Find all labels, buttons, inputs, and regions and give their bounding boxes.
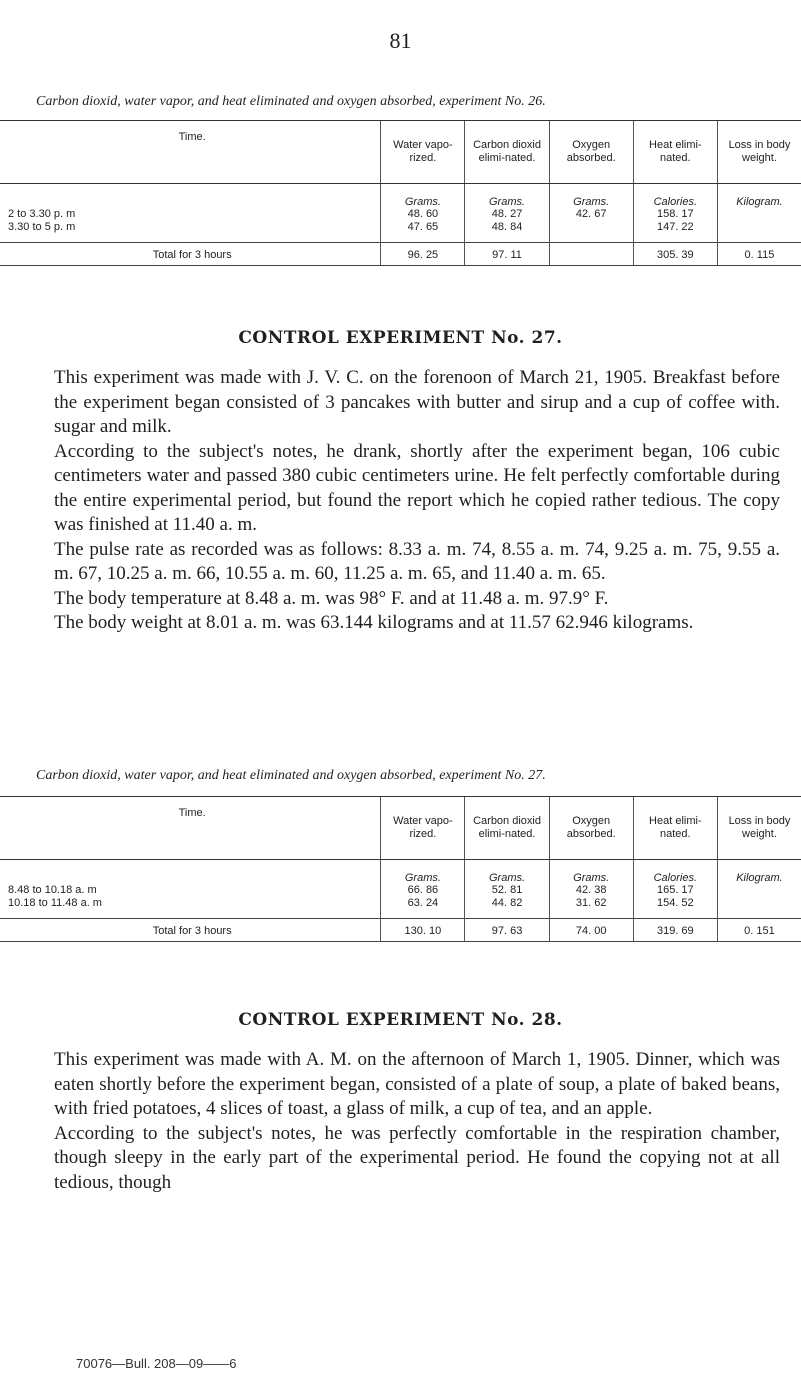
table1-r2-time: 3.30 to 5 p. m xyxy=(8,221,76,233)
table1-unit-water: Grams. xyxy=(381,184,465,209)
table1-r1-loss xyxy=(717,208,801,221)
table2-total-water: 130. 10 xyxy=(381,918,465,941)
table2-header-row xyxy=(0,797,801,860)
table1-r1-co2: 48. 27 xyxy=(465,208,549,221)
table2-r1-loss xyxy=(717,884,801,897)
table2-r2-water: 63. 24 xyxy=(381,897,465,910)
section2-body xyxy=(54,1048,780,1195)
table2-total-label: Total for 3 hours xyxy=(0,918,381,941)
section1-heading: CONTROL EXPERIMENT No. 27. xyxy=(238,328,563,348)
table1-caption: Carbon dioxid, water vapor, and heat eliminated and oxygen absorbed, experiment No. 26. xyxy=(36,94,546,109)
table2-r1-oxygen: 42. 38 xyxy=(549,884,633,897)
table2 xyxy=(0,796,801,942)
table-row xyxy=(0,208,801,221)
table2-r2-heat: 154. 52 xyxy=(633,897,717,910)
table2-r2-co2: 44. 82 xyxy=(465,897,549,910)
table1-header-oxygen: Oxygen absorbed. xyxy=(549,121,633,184)
table2-unit-time xyxy=(0,860,381,885)
footer-print-code: 70076—Bull. 208—09——6 xyxy=(76,1356,237,1371)
table2-header-water: Water vapo-rized. xyxy=(381,797,465,860)
table2-units-row xyxy=(0,860,801,885)
table2-unit-loss: Kilogram. xyxy=(717,860,801,885)
table1-header-row xyxy=(0,121,801,184)
table2-total-row xyxy=(0,918,801,941)
table2-r1-time: 8.48 to 10.18 a. m xyxy=(8,884,97,896)
table1-r2-oxygen xyxy=(549,221,633,234)
section2-heading: CONTROL EXPERIMENT No. 28. xyxy=(238,1010,563,1030)
table2-r2-time: 10.18 to 11.48 a. m xyxy=(8,897,102,909)
section1-paragraph-5: The body weight at 8.01 a. m. was 63.144 kilograms and at 11.57 62.946 kilograms. xyxy=(54,612,694,633)
table1-r2-heat: 147. 22 xyxy=(633,221,717,234)
table1-unit-time xyxy=(0,184,381,209)
table1-r1-time: 2 to 3.30 p. m xyxy=(8,208,76,220)
table2-caption: Carbon dioxid, water vapor, and heat eliminated and oxygen absorbed, experiment No. 27. xyxy=(36,768,546,783)
table1-total-water: 96. 25 xyxy=(381,242,465,265)
section2-paragraph-2: According to the subject's notes, he was perfectly comfortable in the respiration chamber, though sleepy in the early part of the experimental period. He found the copying not at all tedious, though xyxy=(54,1122,780,1193)
table2-unit-oxygen: Grams. xyxy=(549,860,633,885)
table1-header-heat: Heat elimi-nated. xyxy=(633,121,717,184)
table2-total-loss: 0. 151 xyxy=(717,918,801,941)
table1-r2-loss xyxy=(717,221,801,234)
table2-unit-water: Grams. xyxy=(381,860,465,885)
table1-r2-co2: 48. 84 xyxy=(465,221,549,234)
table-row xyxy=(0,884,801,897)
table2-total-co2: 97. 63 xyxy=(465,918,549,941)
table1-total-heat: 305. 39 xyxy=(633,242,717,265)
table1-header-co2: Carbon dioxid elimi-nated. xyxy=(465,121,549,184)
table2-r2-oxygen: 31. 62 xyxy=(549,897,633,910)
table2-unit-heat: Calories. xyxy=(633,860,717,885)
section1-body xyxy=(54,366,780,636)
table1-unit-loss: Kilogram. xyxy=(717,184,801,209)
table1-header-water: Water vapo-rized. xyxy=(381,121,465,184)
table2-header-oxygen: Oxygen absorbed. xyxy=(549,797,633,860)
table2-header-time: Time. xyxy=(0,797,381,860)
table1-total-label: Total for 3 hours xyxy=(0,242,381,265)
table1-units-row xyxy=(0,184,801,209)
table1-total-loss: 0. 115 xyxy=(717,242,801,265)
table-row xyxy=(0,221,801,234)
table1-total-co2: 97. 11 xyxy=(465,242,549,265)
table2-r2-loss xyxy=(717,897,801,910)
table1-r1-water: 48. 60 xyxy=(381,208,465,221)
table2-r1-heat: 165. 17 xyxy=(633,884,717,897)
table2-total-oxygen: 74. 00 xyxy=(549,918,633,941)
table1-r1-heat: 158. 17 xyxy=(633,208,717,221)
table2-total-heat: 319. 69 xyxy=(633,918,717,941)
table1-unit-heat: Calories. xyxy=(633,184,717,209)
table1-total-oxygen xyxy=(549,242,633,265)
table1-header-time: Time. xyxy=(0,121,381,184)
section1-paragraph-2: According to the subject's notes, he drank, shortly after the experiment began, 106 cubic centimeters water and passed 380 cubic centimeters urine. He felt perfectly comfortable during the entire experimental period, but found the report which he copied rather tedious. The copy was finished at 11.40 a. m. xyxy=(54,440,780,535)
table2-header-loss: Loss in body weight. xyxy=(717,797,801,860)
table2-unit-co2: Grams. xyxy=(465,860,549,885)
table1-r2-water: 47. 65 xyxy=(381,221,465,234)
page-number: 81 xyxy=(389,28,412,53)
table1-total-row xyxy=(0,242,801,265)
section1-paragraph-4: The body temperature at 8.48 a. m. was 98° F. and at 11.48 a. m. 97.9° F. xyxy=(54,587,609,609)
table1-unit-co2: Grams. xyxy=(465,184,549,209)
section1-paragraph-3: The pulse rate as recorded was as follows: 8.33 a. m. 74, 8.55 a. m. 74, 9.25 a. m. 75, 9.55 a. m. 67, 10.25 a. m. 66, 10.55 a. m. 60, 11.25 a. m. 65, and 11.40 a. m. 65. xyxy=(54,538,780,584)
table2-header-co2: Carbon dioxid elimi-nated. xyxy=(465,797,549,860)
table1-r1-oxygen: 42. 67 xyxy=(549,208,633,221)
section2-paragraph-1: This experiment was made with A. M. on the afternoon of March 1, 1905. Dinner, which was eaten shortly before the experiment began, consisted of a plate of soup, a plate of baked beans, with fried potatoes, 4 slices of toast, a glass of milk, a cup of tea, and an apple. xyxy=(54,1049,780,1119)
table2-header-heat: Heat elimi-nated. xyxy=(633,797,717,860)
table1-unit-oxygen: Grams. xyxy=(549,184,633,209)
table2-r1-co2: 52. 81 xyxy=(465,884,549,897)
table1 xyxy=(0,120,801,266)
table-row xyxy=(0,897,801,910)
table2-r1-water: 66. 86 xyxy=(381,884,465,897)
table1-header-loss: Loss in body weight. xyxy=(717,121,801,184)
section1-paragraph-1: This experiment was made with J. V. C. on the forenoon of March 21, 1905. Breakfast before the experiment began consisted of 3 pancakes with butter and sirup and a cup of coffee with. sugar and milk. xyxy=(54,367,780,437)
